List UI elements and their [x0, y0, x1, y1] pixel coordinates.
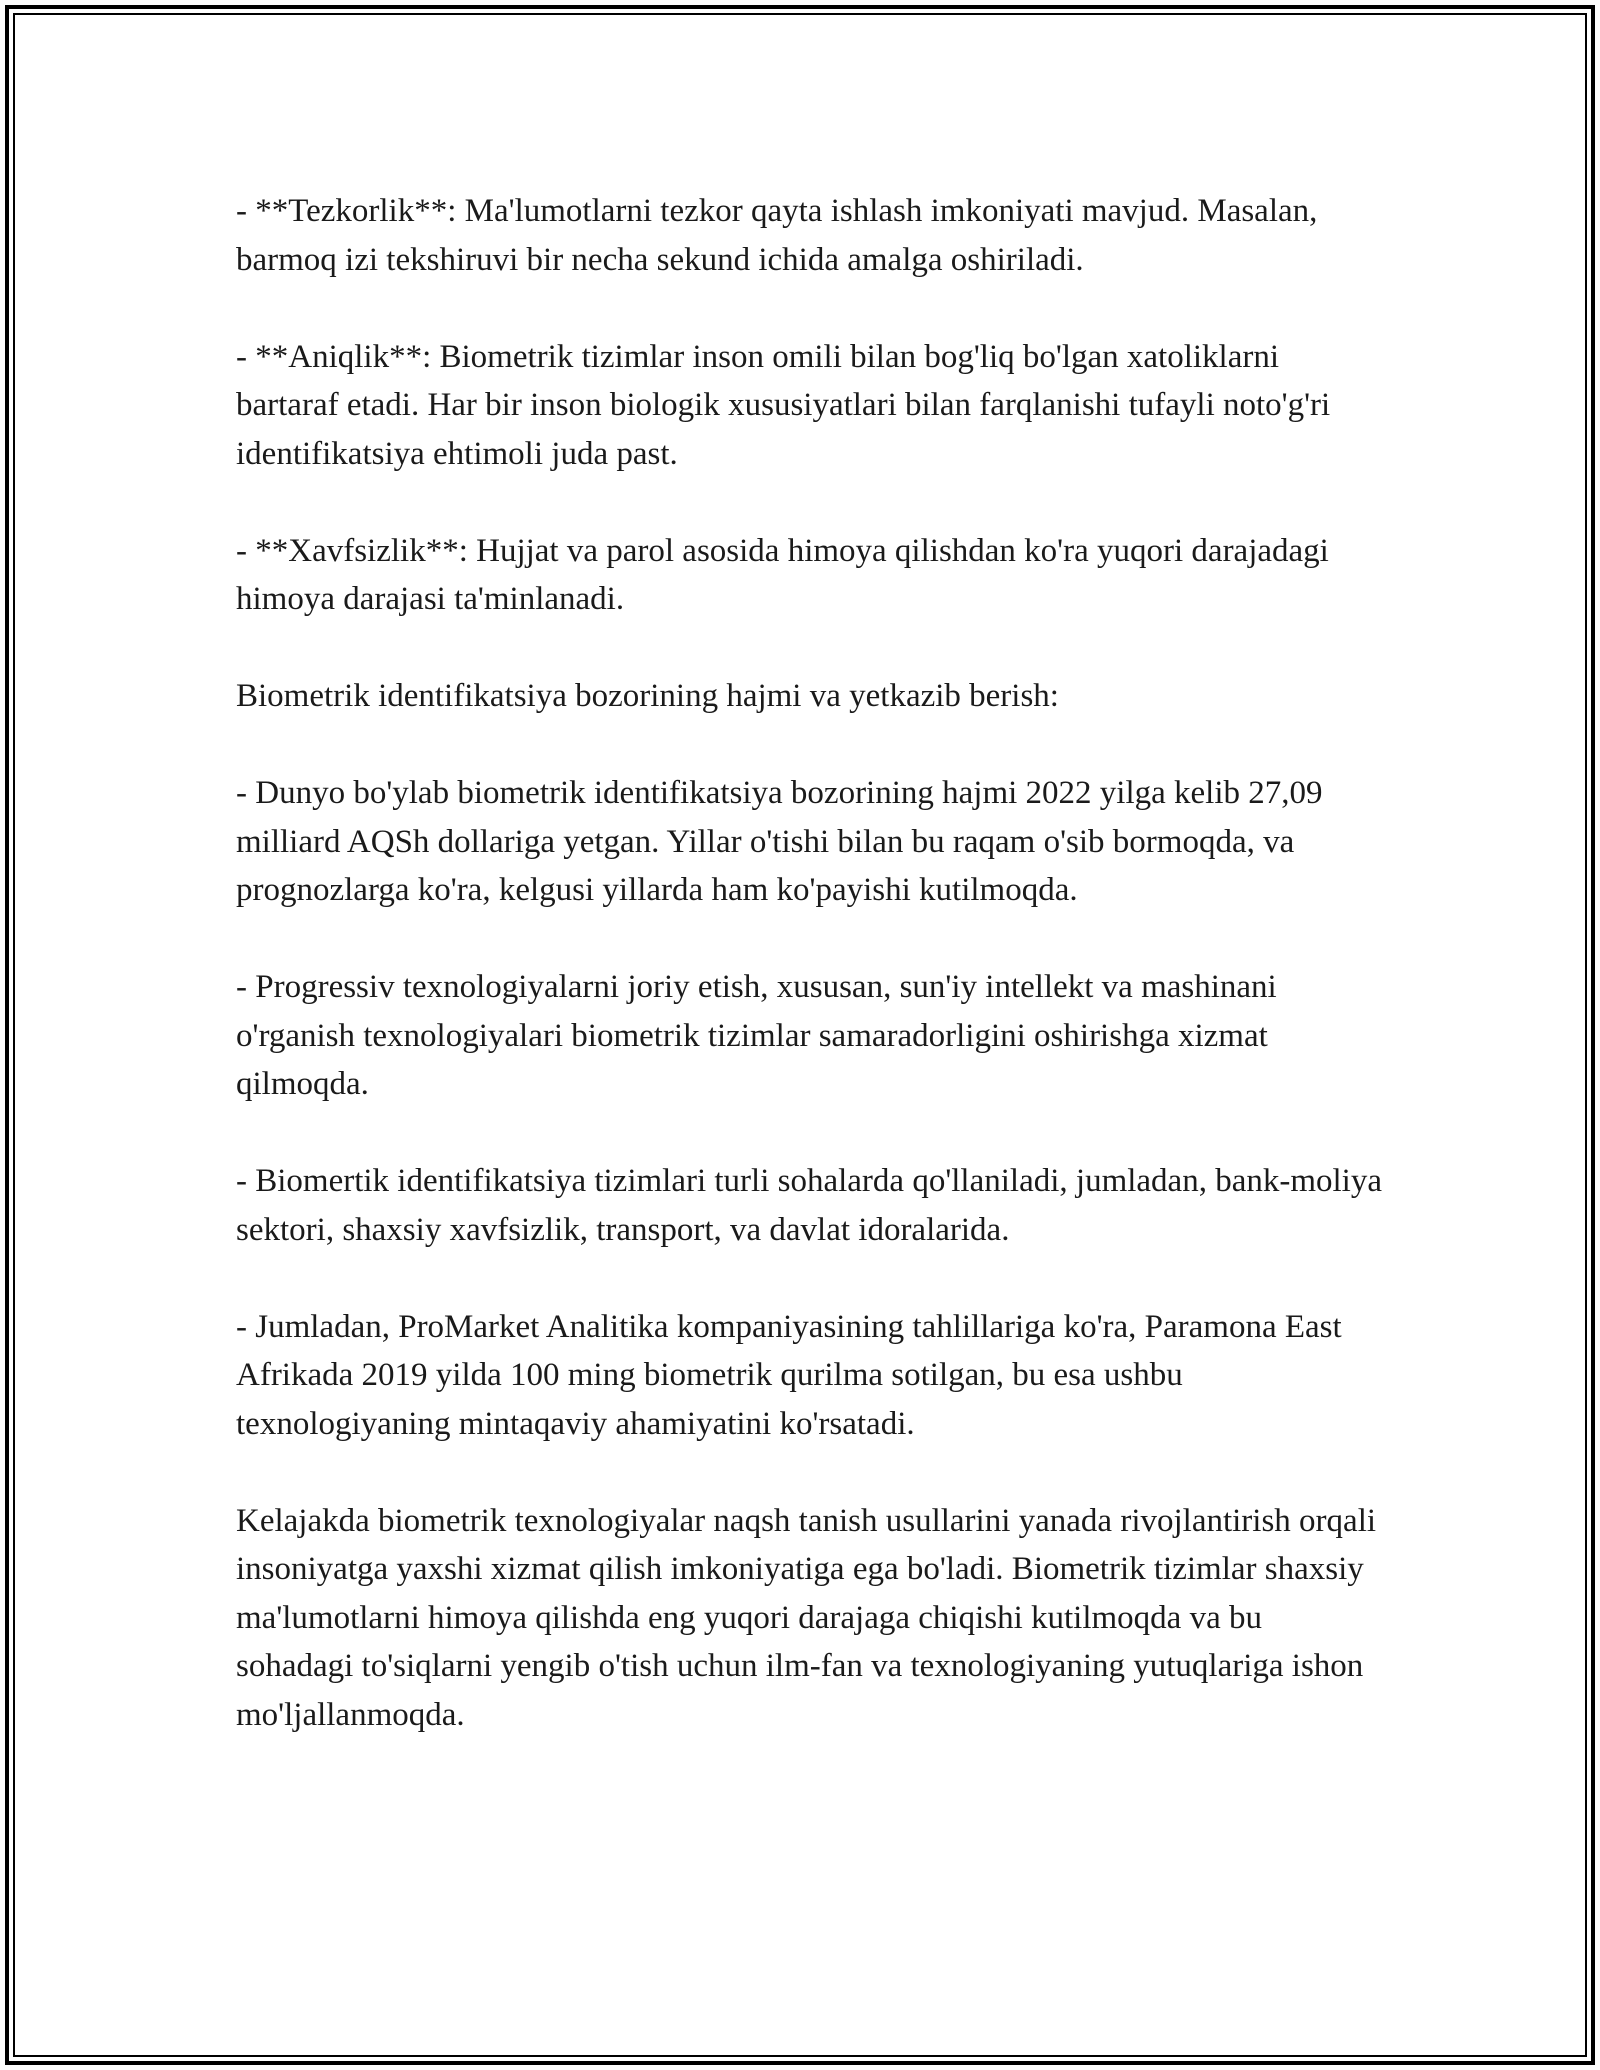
paragraph-tezkorlik: - **Tezkorlik**: Ma'lumotlarni tezkor qayta ishlash imkoniyati mavjud. Masalan, barmoq izi tekshiruvi bir necha sekund ichida amalga oshiriladi.: [236, 193, 1318, 278]
paragraph-market-size: - Dunyo bo'ylab biometrik identifikatsiya bozorining hajmi 2022 yilga kelib 27,09 milliard AQSh dollariga yetgan. Yillar o'tishi bilan bu raqam o'sib bormoqda, va prognozlarga ko'ra, kelgusi yillarda ham ko'payishi kutilmoqda.: [236, 775, 1323, 908]
section-heading-market: Biometrik identifikatsiya bozorining hajmi va yetkazib berish:: [236, 678, 1059, 714]
paragraph-xavfsizlik: - **Xavfsizlik**: Hujjat va parol asosida himoya qilishdan ko'ra yuqori darajadagi himoya darajasi ta'minlanadi.: [236, 532, 1329, 617]
paragraph-aniqlik: - **Aniqlik**: Biometrik tizimlar inson omili bilan bog'liq bo'lgan xatoliklarni bartaraf etadi. Har bir inson biologik xususiyatlari bilan farqlanishi tufayli noto'g'ri identifikatsiya ehtimoli juda past.: [236, 338, 1331, 472]
document-body: [236, 187, 1386, 1788]
paragraph-promarket: - Jumladan, ProMarket Analitika kompaniyasining tahlillariga ko'ra, Paramona East Afrikada 2019 yilda 100 ming biometrik qurilma sotilgan, bu esa ushbu texnologiyaning mintaqaviy ahamiyatini ko'rsatadi.: [236, 1308, 1342, 1442]
paragraph-conclusion: Kelajakda biometrik texnologiyalar naqsh tanish usullarini yanada rivojlantirish orqali insoniyatga yaxshi xizmat qilish imkoniyatiga ega bo'ladi. Biometrik tizimlar shaxsiy ma'lumotlarni himoya qilishda eng yuqori darajaga chiqishi kutilmoqda va bu sohadagi to'siqlarni yengib o'tish uchun ilm-fan va texnologiyaning yutuqlariga ishon mo'ljallanmoqda.: [236, 1502, 1377, 1733]
paragraph-sectors: - Biomertik identifikatsiya tizimlari turli sohalarda qo'llaniladi, jumladan, bank-moliya sektori, shaxsiy xavfsizlik, transport, va davlat idoralarida.: [236, 1163, 1382, 1248]
paragraph-progressive-tech: - Progressiv texnologiyalarni joriy etish, xususan, sun'iy intellekt va mashinani o'rganish texnologiyalari biometrik tizimlar samaradorligini oshirishga xizmat qilmoqda.: [236, 969, 1277, 1102]
